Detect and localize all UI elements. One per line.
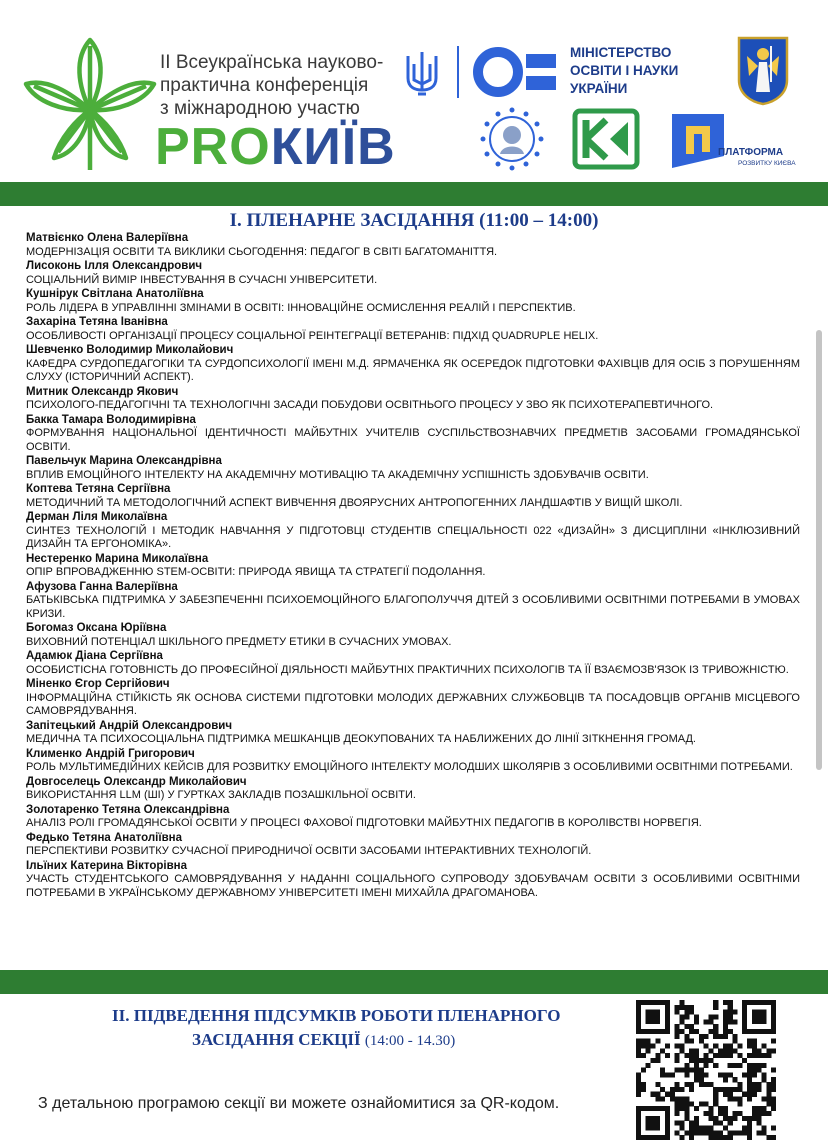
logo-divider [457,46,459,98]
speaker-name: Митник Олександр Якович [26,385,179,398]
speaker-topic: ВПЛИВ ЕМОЦІЙНОГО ІНТЕЛЕКТУ НА АКАДЕМІЧНУ МОТИВАЦІЮ ТА АКАДЕМІЧНУ УСПІШНІСТЬ ЗДОБУВАЧІВ ОСВІТИ. [26,468,649,481]
speaker-name: Адамюк Діана Сергіївна [26,650,163,662]
speaker-name: Федько Тетяна Анатоліївна [26,831,182,844]
summary-title-line-1: II. ПІДВЕДЕННЯ ПІДСУМКІВ РОБОТИ ПЛЕНАРНОГО [112,1006,561,1025]
speaker-name: Ільїних Катерина Вікторівна [26,859,188,872]
speaker-topic: ВИХОВНИЙ ПОТЕНЦІАЛ ШКІЛЬНОГО ПРЕДМЕТУ ЕТИКИ В СУЧАСНИХ УМОВАХ. [26,635,452,648]
speaker-name: Дерман Ліля Миколаївна [26,511,168,523]
speaker-item [26,720,800,747]
speaker-topic: КАФЕДРА СУРДОПЕДАГОГІКИ ТА СУРДОПСИХОЛОГІЇ ІМЕНІ М.Д. ЯРМАЧЕНКА ЯК ОСЕРЕДОК ПІДГОТОВКИ ФАХІВЦІВ ДЛЯ ОСІБ З ПОРУШЕННЯМ СЛУХУ (ІСТОРИЧНИЙ АСПЕКТ). [26,357,800,383]
speaker-item [26,232,800,259]
speaker-topic: МЕДИЧНА ТА ПСИХОСОЦІАЛЬНА ПІДТРИМКА МЕШКАНЦІВ ДЕОКУПОВАНИХ ТА НАБЛИЖЕНИХ ДО ЛІНІЇ ЗІТКНЕННЯ ГРОМАД. [26,733,696,745]
speaker-name: Лисоконь Ілля Олександрович [26,260,203,272]
speaker-item [26,455,800,482]
platform-logo-icon [668,112,728,170]
speaker-topic: РОЛЬ МУЛЬТИМЕДІЙНИХ КЕЙСІВ ДЛЯ РОЗВИТКУ ЕМОЦІЙНОГО ІНТЕЛЕКТУ МОЛОДШИХ ШКОЛЯРІВ З ОСОБЛИВИМИ ОСВІТНІМИ ПОТРЕБАМИ. [26,761,793,773]
speaker-item [26,650,800,677]
scrollbar[interactable] [816,330,822,770]
speaker-item [26,511,800,552]
speaker-topic: ФОРМУВАННЯ НАЦІОНАЛЬНОЇ ІДЕНТИЧНОСТІ МАЙБУТНІХ УЧИТЕЛІВ СУСПІЛЬСТВОЗНАВЧИХ ПРЕДМЕТІВ ЗАСОБАМИ ГРОМАДЯНСЬКОЇ ОСВІТИ. [26,427,800,453]
speaker-item [26,483,800,510]
ministry-name-line-2: ОСВІТИ І НАУКИ [570,63,679,78]
speakers-list [26,232,800,901]
speaker-name: Павельчук Марина Олександрівна [26,455,222,467]
green-square-logo-icon [572,108,640,170]
speaker-topic: МОДЕРНІЗАЦІЯ ОСВІТИ ТА ВИКЛИКИ СЬОГОДЕННЯ: ПЕДАГОГ В СВІТІ БАГАТОМАНІТТЯ. [26,245,498,258]
speaker-item [26,776,800,803]
speaker-item [26,414,800,455]
kyiv-coat-of-arms-icon [737,36,789,106]
speaker-item [26,581,800,622]
plenary-time: (11:00 – 14:00) [479,210,599,231]
speaker-item [26,860,800,901]
brand-pro: PRO [155,118,271,176]
speaker-item [26,622,800,649]
speaker-name: Захаріна Тетяна Іванівна [26,316,168,328]
conference-title-line-3: з міжнародною участю [160,98,360,119]
brand-prokyiv [155,117,396,177]
speaker-topic: УЧАСТЬ СТУДЕНТСЬКОГО САМОВРЯДУВАННЯ У НАДАННІ СОЦІАЛЬНОГО СУПРОВОДУ ЗДОБУВАЧАМ ОСВІТИ З ОСОБЛИВИМИ ОСВІТНІМИ ПОТРЕБАМИ В УКРАЇНСЬКОМУ ДЕРЖАВНОМУ УНІВЕРСИТЕТІ ІМЕНІ МИХАЙЛА ДРАГОМАНОВА. [26,873,800,899]
speaker-name: Матвієнко Олена Валеріївна [26,232,189,244]
speaker-name: Нестеренко Марина Миколаївна [26,552,209,565]
speaker-topic: СОЦІАЛЬНИЙ ВИМІР ІНВЕСТУВАННЯ В СУЧАСНІ УНІВЕРСИТЕТИ. [26,273,378,286]
speaker-name: Коптева Тетяна Сергіївна [26,483,171,495]
speaker-topic: ОСОБИСТІСНА ГОТОВНІСТЬ ДО ПРОФЕСІЙНОЇ ДІЯЛЬНОСТІ МАЙБУТНІХ ПРАКТИЧНИХ ПСИХОЛОГІВ ТА ЇЇ ВЗАЄМОЗВ'ЯЗОК ІЗ ТРИВОЖНІСТЮ. [26,663,789,676]
speaker-topic: СИНТЕЗ ТЕХНОЛОГІЙ І МЕТОДИК НАВЧАННЯ У ПІДГОТОВЦІ СТУДЕНТІВ СПЕЦІАЛЬНОСТІ 022 «ДИЗАЙН» З ДИСЦИПЛІНИ «ІНКЛЮЗИВНИЙ ДИЗАЙН ТА ЕРГОНОМІКА». [26,524,800,550]
plenary-title-text: I. ПЛЕНАРНЕ ЗАСІДАННЯ [229,210,475,231]
speaker-name: Афузова Ганна Валеріївна [26,580,178,593]
green-divider-bottom [0,970,828,994]
speaker-name: Кушнірук Світлана Анатоліївна [26,288,204,300]
plenary-section-title [0,210,828,232]
ministry-logo-icon [472,46,560,98]
speaker-item [26,553,800,580]
qr-code-note: З детальною програмою секції ви можете ознайомитися за QR-кодом. [38,1095,560,1112]
conference-title-line-2: практична конференція [160,75,369,96]
conference-title-line-1: ІІ Всеукраїнська науково- [160,52,384,73]
speaker-name: Бакка Тамара Володимирівна [26,413,196,426]
speaker-item [26,316,800,343]
speaker-topic: ОСОБЛИВОСТІ ОРГАНІЗАЦІЇ ПРОЦЕСУ СОЦІАЛЬНОЇ РЕІНТЕГРАЦІЇ ВЕТЕРАНІВ: ПІДХІД QUADRUPLE HELIX. [26,329,599,342]
speaker-name: Шевченко Володимир Миколайович [26,344,234,356]
chestnut-leaf-logo [20,36,160,174]
speaker-topic: ПЕРСПЕКТИВИ РОЗВИТКУ СУЧАСНОЇ ПРИРОДНИЧОЇ ОСВІТИ ЗАСОБАМИ ІНТЕРАКТИВНИХ ТЕХНОЛОГІЙ. [26,845,592,857]
speaker-item [26,748,800,775]
speaker-item [26,804,800,831]
conference-header [0,0,828,182]
speaker-name: Міненко Єгор Сергійович [26,678,170,690]
speaker-topic: ПСИХОЛОГО-ПЕДАГОГІЧНІ ТА ТЕХНОЛОГІЧНІ ЗАСАДИ ПОБУДОВИ ОСВІТНЬОГО ПРОЦЕСУ У ЗВО ЯК ПСИХОТЕРАПЕВТИЧНОГО. [26,399,714,411]
speaker-topic: ВИКОРИСТАННЯ LLM (ШІ) У ГУРТКАХ ЗАКЛАДІВ ПОЗАШКІЛЬНОЇ ОСВІТИ. [26,789,416,801]
platform-name: ПЛАТФОРМА [718,147,784,158]
summary-title-line-2 [192,1030,455,1050]
speaker-topic: ІНФОРМАЦІЙНА СТІЙКІСТЬ ЯК ОСНОВА СИСТЕМИ ПІДГОТОВКИ МОЛОДИХ ДЕРЖАВНИХ СЛУЖБОВЦІВ ТА ПОСАДОВЦІВ ОРГАНІВ МІСЦЕВОГО САМОВРЯДУВАННЯ. [26,691,800,717]
speaker-topic: РОЛЬ ЛІДЕРА В УПРАВЛІННІ ЗМІНАМИ В ОСВІТІ: ІННОВАЦІЙНЕ ОСМИСЛЕННЯ РЕАЛІЙ І ПЕРСПЕКТИВ. [26,301,576,314]
speaker-item [26,344,800,385]
speaker-name: Золотаренко Тетяна Олександрівна [26,803,230,816]
ministry-name-line-3: УКРАЇНИ [570,81,628,96]
green-divider-top [0,182,828,206]
program-qr-code[interactable] [636,1000,776,1146]
speaker-name: Богомаз Оксана Юріївна [26,622,167,634]
speaker-topic: АНАЛІЗ РОЛІ ГРОМАДЯНСЬКОЇ ОСВІТИ У ПРОЦЕСІ ФАХОВОЇ ПІДГОТОВКИ МАЙБУТНІХ ПЕДАГОГІВ В КОРОЛІВСТВІ НОРВЕГІЯ. [26,817,702,829]
speaker-item [26,288,800,315]
speaker-name: Довгоселець Олександр Миколайович [26,775,247,788]
summary-time: (14:00 - 14.30) [364,1033,456,1049]
brand-kyiv: КИЇВ [270,118,396,176]
speaker-name: Клименко Андрій Григорович [26,747,195,760]
speaker-item [26,832,800,859]
european-stars-logo-icon [474,104,550,174]
speaker-topic: МЕТОДИЧНИЙ ТА МЕТОДОЛОГІЧНИЙ АСПЕКТ ВИВЧЕННЯ ДВОЯРУСНИХ АНТРОПОГЕННИХ ЛАНДШАФТІВ У ВИЩІЙ ШКОЛІ. [26,496,683,509]
speaker-name: Запітецький Андрій Олександрович [26,719,233,732]
speaker-topic: БАТЬКІВСЬКА ПІДТРИМКА У ЗАБЕЗПЕЧЕННІ ПСИХОЕМОЦІЙНОГО БЛАГОПОЛУЧЧЯ ДІТЕЙ З ОСОБЛИВИМИ ОСВІТНІМИ ПОТРЕБАМИ В УМОВАХ КРИЗИ. [26,594,800,620]
ministry-name-line-1: МІНІСТЕРСТВО [570,45,672,60]
speaker-topic: ОПІР ВПРОВАДЖЕННЮ STEM-ОСВІТИ: ПРИРОДА ЯВИЩА ТА СТРАТЕГІЇ ПОДОЛАННЯ. [26,566,486,578]
summary-title-text: ЗАСІДАННЯ СЕКЦІЇ [192,1030,361,1049]
speaker-item [26,260,800,287]
trident-icon [404,50,440,96]
speaker-item [26,678,800,719]
speaker-item [26,386,800,413]
platform-subtitle: РОЗВИТКУ КИЄВА [738,160,796,167]
